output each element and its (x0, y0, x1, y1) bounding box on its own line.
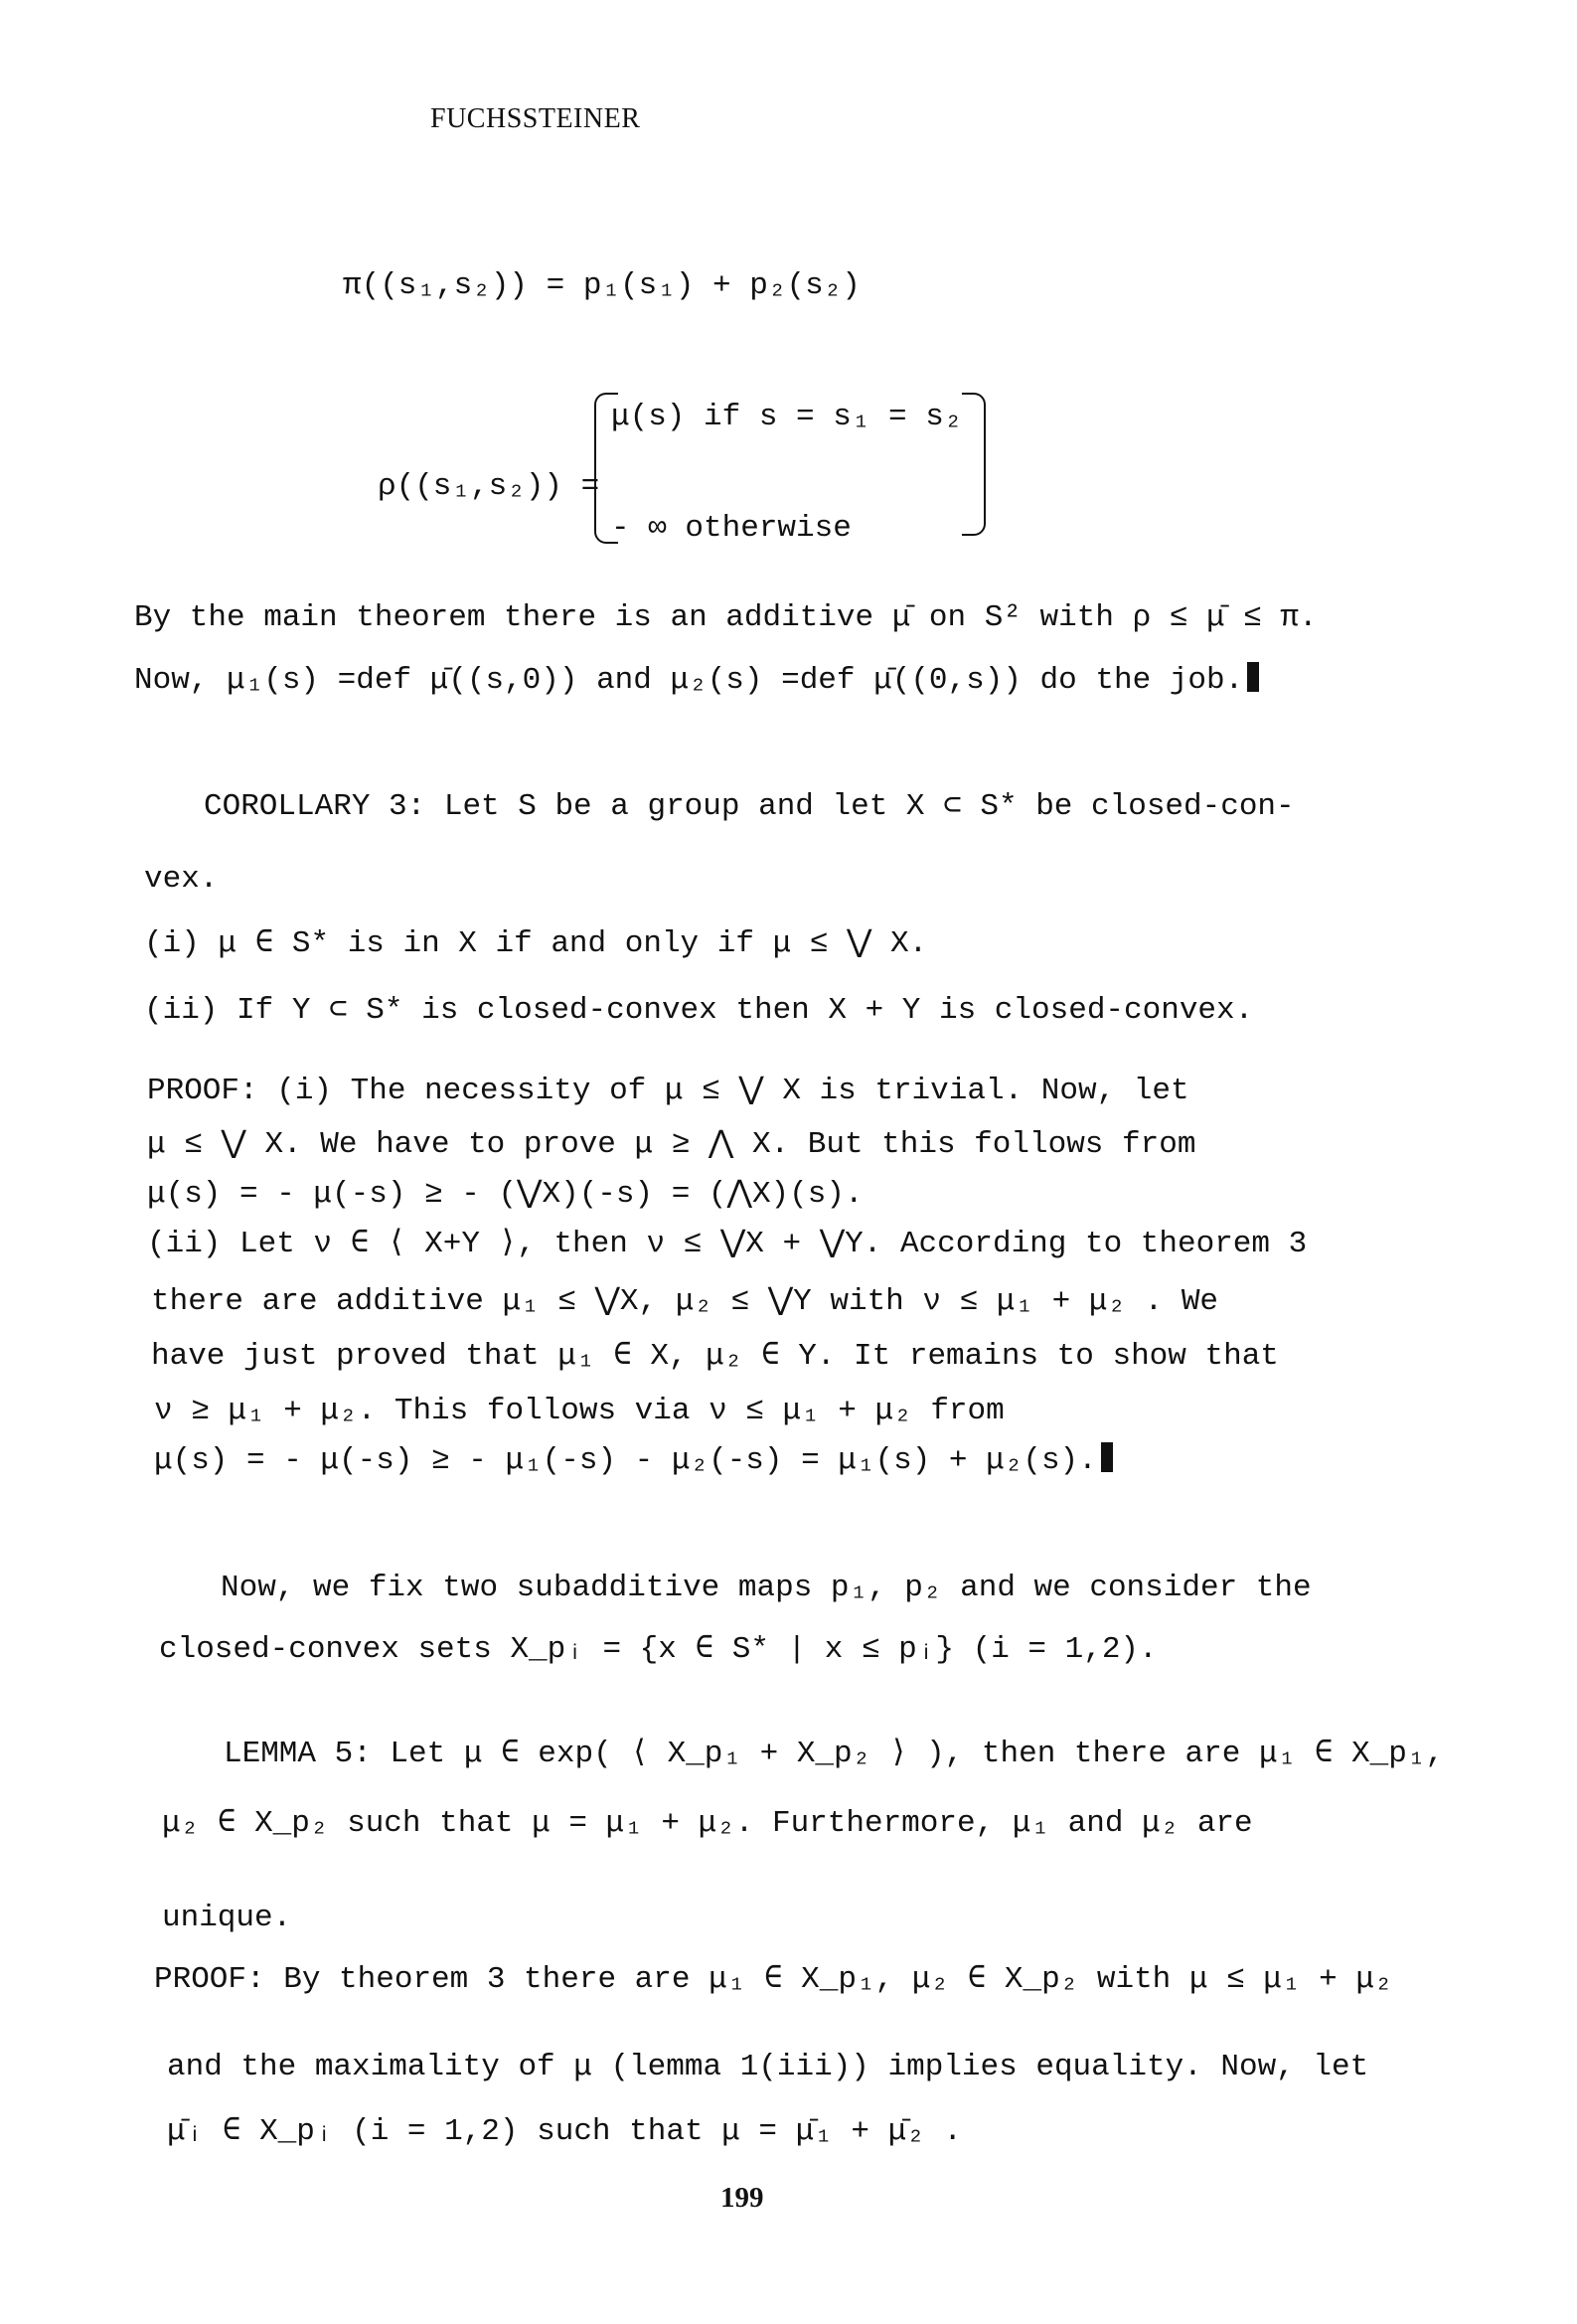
page-number: 199 (720, 2182, 764, 2214)
text-line: closed-convex sets X_pᵢ = {x ∈ S* | x ≤ pᵢ} (i = 1,2). (159, 1632, 1158, 1667)
qed-mark (1247, 662, 1259, 692)
equation-rho-case1: μ(s) if s = s₁ = s₂ (611, 400, 963, 434)
text-line: μ(s) = - μ(-s) ≥ - μ₁(-s) - μ₂(-s) = μ₁(s) + μ₂(s). (154, 1441, 1113, 1481)
corollary-heading: COROLLARY 3: Let S be a group and let X ⊂ S* be closed-con- (204, 789, 1295, 824)
text-line: ν ≥ μ₁ + μ₂. This follows via ν ≤ μ₁ + μ₂ from (154, 1394, 1005, 1428)
qed-mark (1101, 1442, 1113, 1472)
text-line: μ̄ᵢ ∈ X_pᵢ (i = 1,2) such that μ = μ̄₁ + μ̄₂ . (167, 2114, 962, 2149)
text-line: (i) μ ∈ S* is in X if and only if μ ≤ ⋁ X. (144, 926, 928, 961)
text-line: have just proved that μ₁ ∈ X, μ₂ ∈ Y. It remains to show that (151, 1339, 1279, 1374)
running-header: FUCHSSTEINER (430, 103, 641, 134)
text-line: By the main theorem there is an additive μ̄ on S² with ρ ≤ μ̄ ≤ π. (134, 600, 1318, 635)
text-line: μ(s) = - μ(-s) ≥ - (⋁X)(-s) = (⋀X)(s). (147, 1177, 864, 1212)
text-line: Now, μ₁(s) =def μ̄((s,0)) and μ₂(s) =def μ̄((0,s)) do the job. (134, 661, 1259, 701)
text-line: PROOF: (i) The necessity of μ ≤ ⋁ X is trivial. Now, let (147, 1074, 1189, 1108)
text-line: μ₂ ∈ X_p₂ such that μ = μ₁ + μ₂. Furthermore, μ₁ and μ₂ are (162, 1806, 1253, 1841)
text-line: vex. (144, 862, 219, 897)
text-line: (ii) If Y ⊂ S* is closed-convex then X + Y is closed-convex. (144, 993, 1254, 1028)
text-line: Now, we fix two subadditive maps p₁, p₂ and we consider the (221, 1571, 1312, 1605)
equation-pi: π((s₁,s₂)) = p₁(s₁) + p₂(s₂) (343, 268, 861, 303)
text-line: (ii) Let ν ∈ ⟨ X+Y ⟩, then ν ≤ ⋁X + ⋁Y. According to theorem 3 (147, 1227, 1308, 1261)
right-brace (962, 393, 986, 536)
text-line: unique. (162, 1901, 292, 1935)
text-line: PROOF: By theorem 3 there are μ₁ ∈ X_p₁, μ₂ ∈ X_p₂ with μ ≤ μ₁ + μ₂ (154, 1962, 1393, 1997)
equation-rho-case2: - ∞ otherwise (611, 511, 852, 546)
text-line: there are additive μ₁ ≤ ⋁X, μ₂ ≤ ⋁Y with ν ≤ μ₁ + μ₂ . We (151, 1284, 1219, 1319)
equation-rho-lhs: ρ((s₁,s₂)) = (378, 469, 600, 504)
lemma-heading: LEMMA 5: Let μ ∈ exp( ⟨ X_p₁ + X_p₂ ⟩ ), then there are μ₁ ∈ X_p₁, (224, 1737, 1445, 1771)
text-line: and the maximality of μ (lemma 1(iii)) implies equality. Now, let (167, 2050, 1369, 2084)
text-line: μ ≤ ⋁ X. We have to prove μ ≥ ⋀ X. But this follows from (147, 1127, 1196, 1162)
